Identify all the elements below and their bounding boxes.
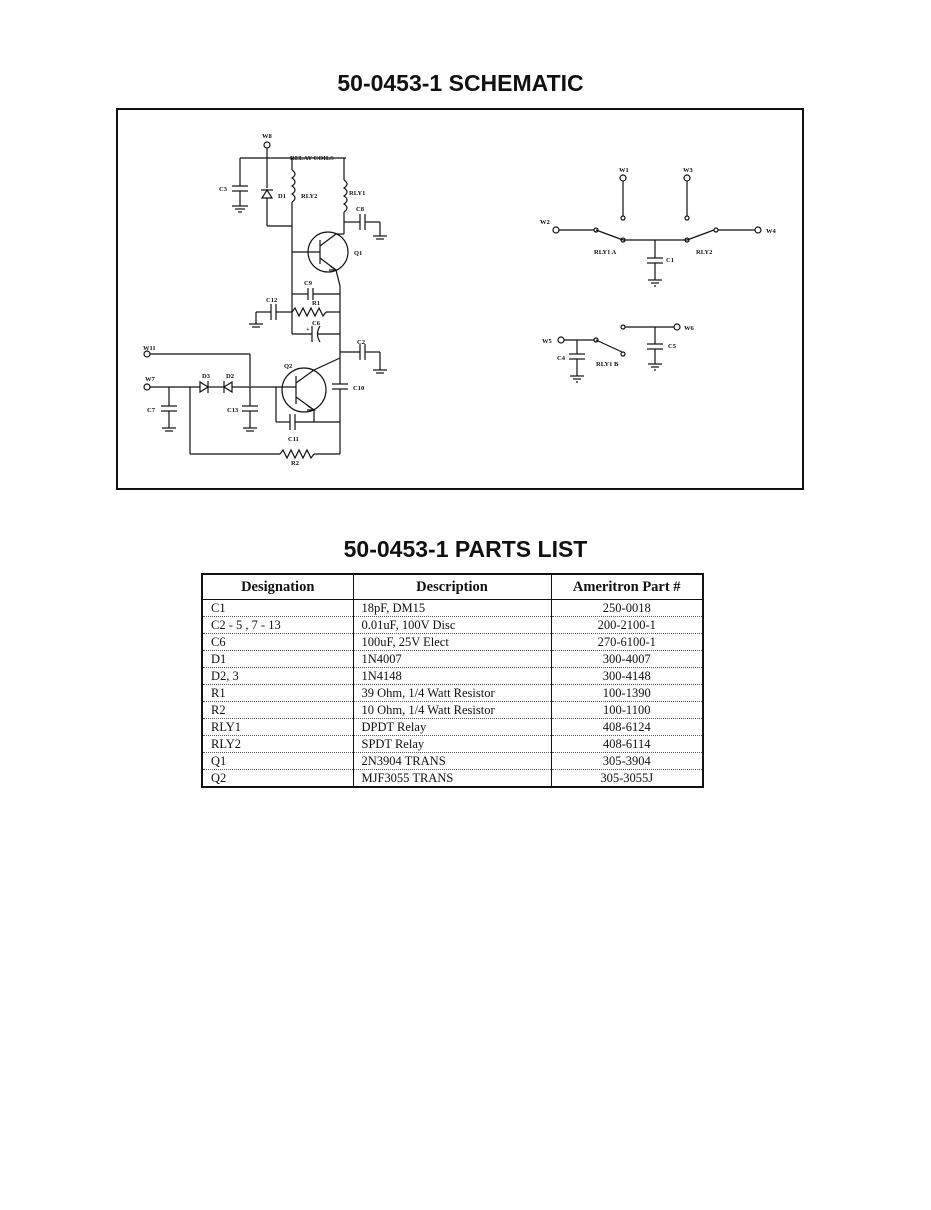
label-c2: C2 (357, 339, 365, 346)
cell-part-number: 250-0018 (551, 600, 703, 617)
terminal-w4 (755, 227, 761, 233)
cell-part-number: 305-3055J (551, 770, 703, 788)
cell-part-number: 408-6124 (551, 719, 703, 736)
cell-designation: R2 (202, 702, 353, 719)
label-w3: W3 (683, 167, 693, 174)
schematic-title: 50-0453-1 SCHEMATIC (337, 70, 584, 96)
cell-designation: C6 (202, 634, 353, 651)
label-c12: C12 (266, 297, 278, 304)
cell-description: 100uF, 25V Elect (353, 634, 551, 651)
cell-part-number: 270-6100-1 (551, 634, 703, 651)
header-description: Description (353, 574, 551, 600)
cell-description: SPDT Relay (353, 736, 551, 753)
label-r1: R1 (312, 300, 320, 307)
cell-description: 18pF, DM15 (353, 600, 551, 617)
table-row (202, 719, 703, 736)
cell-part-number: 305-3904 (551, 753, 703, 770)
table-row (202, 753, 703, 770)
label-w6: W6 (684, 325, 694, 332)
terminal-w1 (620, 175, 626, 181)
table-row (202, 651, 703, 668)
terminal-w8 (264, 142, 270, 148)
cell-part-number: 300-4148 (551, 668, 703, 685)
label-c13: C13 (227, 407, 239, 414)
cell-description: MJF3055 TRANS (353, 770, 551, 788)
label-c4: C4 (557, 355, 565, 362)
table-row (202, 634, 703, 651)
parts-table (201, 573, 704, 788)
label-rly2b: RLY2 (696, 249, 713, 256)
label-w8: W8 (262, 133, 272, 140)
label-w11: W11 (143, 345, 156, 352)
header-designation: Designation (202, 574, 353, 600)
cell-designation: RLY1 (202, 719, 353, 736)
cell-part-number: 100-1100 (551, 702, 703, 719)
table-row (202, 600, 703, 617)
cell-part-number: 300-4007 (551, 651, 703, 668)
cell-designation: Q2 (202, 770, 353, 788)
terminal-w5 (558, 337, 564, 343)
label-c6: C6 (312, 320, 320, 327)
label-rly1b: RLY1 B (596, 361, 619, 368)
label-w1: W1 (619, 167, 629, 174)
cell-description: 1N4007 (353, 651, 551, 668)
label-w2: W2 (540, 219, 550, 226)
cell-designation: RLY2 (202, 736, 353, 753)
cell-description: DPDT Relay (353, 719, 551, 736)
label-c8: C8 (356, 206, 364, 213)
cell-part-number: 100-1390 (551, 685, 703, 702)
label-c9: C9 (304, 280, 312, 287)
table-row (202, 736, 703, 753)
schematic-svg (116, 108, 804, 490)
schematic-diagram (116, 108, 804, 490)
parts-list-title: 50-0453-1 PARTS LIST (343, 536, 588, 562)
cell-designation: Q1 (202, 753, 353, 770)
label-q1: Q1 (354, 250, 363, 257)
label-w7: W7 (145, 376, 155, 383)
label-plus: + (306, 326, 310, 333)
terminal-w2 (553, 227, 559, 233)
label-c10: C10 (353, 385, 365, 392)
cell-description: 0.01uF, 100V Disc (353, 617, 551, 634)
terminal-w7 (144, 384, 150, 390)
q2-transistor (282, 368, 326, 412)
cell-designation: D1 (202, 651, 353, 668)
cell-description: 2N3904 TRANS (353, 753, 551, 770)
label-c11: C11 (288, 436, 299, 443)
cell-description: 1N4148 (353, 668, 551, 685)
label-d1: D1 (278, 193, 286, 200)
label-rly2: RLY2 (301, 193, 318, 200)
cell-designation: C1 (202, 600, 353, 617)
terminal-w6 (674, 324, 680, 330)
cell-part-number: 200-2100-1 (551, 617, 703, 634)
label-r2: R2 (291, 460, 299, 467)
label-relay-coils: RELAY COILS (290, 155, 334, 162)
cell-description: 10 Ohm, 1/4 Watt Resistor (353, 702, 551, 719)
label-w4: W4 (766, 228, 776, 235)
label-c7: C7 (147, 407, 155, 414)
cell-description: 39 Ohm, 1/4 Watt Resistor (353, 685, 551, 702)
label-q2: Q2 (284, 363, 293, 370)
cell-designation: R1 (202, 685, 353, 702)
label-d2: D2 (226, 373, 234, 380)
table-header-row (202, 574, 703, 600)
schematic-frame (117, 109, 803, 489)
label-c3: C3 (219, 186, 227, 193)
header-part-number: Ameritron Part # (551, 574, 703, 600)
cell-designation: C2 - 5 , 7 - 13 (202, 617, 353, 634)
table-row (202, 668, 703, 685)
table-row (202, 770, 703, 788)
table-row (202, 685, 703, 702)
table-row (202, 617, 703, 634)
label-rly1a: RLY1 A (594, 249, 617, 256)
cell-designation: D2, 3 (202, 668, 353, 685)
schematic-labels (143, 133, 777, 467)
label-d3: D3 (202, 373, 210, 380)
table-row (202, 702, 703, 719)
terminal-w3 (684, 175, 690, 181)
label-c1: C1 (666, 257, 674, 264)
label-w5: W5 (542, 338, 552, 345)
label-rly1: RLY1 (349, 190, 366, 197)
cell-part-number: 408-6114 (551, 736, 703, 753)
relay-contacts (553, 175, 761, 382)
label-c5: C5 (668, 343, 676, 350)
